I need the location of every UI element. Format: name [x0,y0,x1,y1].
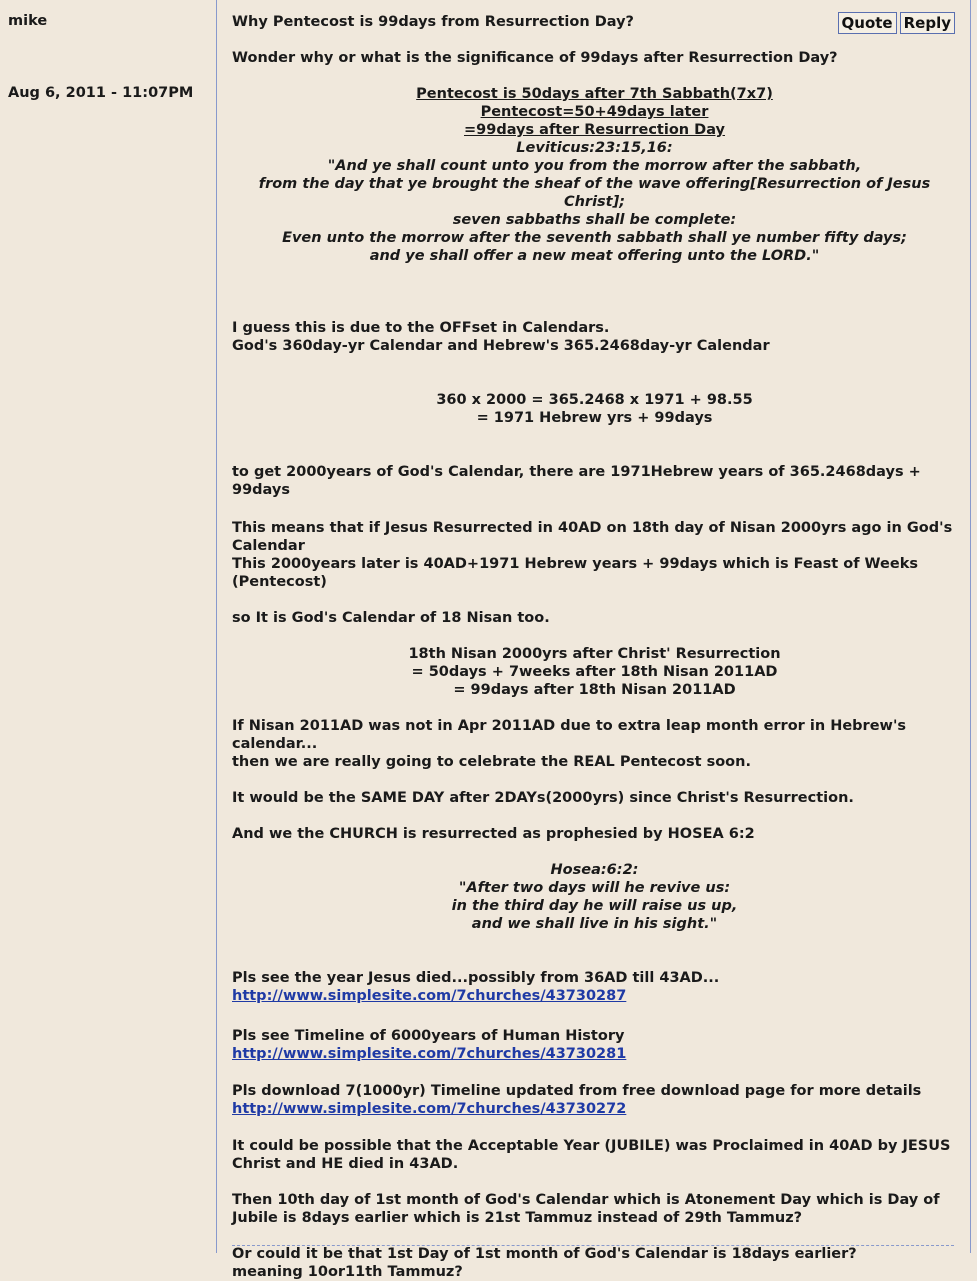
right-border [970,0,971,1253]
author-column [0,0,216,1253]
pentecost-line: =99days after Resurrection Day [464,122,725,138]
text-line: Or could it be that 1st Day of 1st month of God's Calendar is 18days earlier? [232,1246,857,1262]
pentecost-line: Pentecost=50+49days later [480,104,709,120]
post-intro: Wonder why or what is the significance of 99days after Resurrection Day? [232,50,838,66]
formula-line: 360 x 2000 = 365.2468 x 1971 + 98.55 [436,392,753,408]
scripture-line: and we shall live in his sight." [471,916,718,932]
text-line: meaning 10or11th Tammuz? [232,1264,463,1280]
post-date: Aug 6, 2011 - 11:07PM [8,85,194,101]
author-name: mike [8,13,48,29]
means-paragraph [232,519,957,591]
scripture-ref: Hosea:6:2: [550,862,639,878]
nisan-line: = 99days after 18th Nisan 2011AD [453,682,736,698]
church-paragraph: And we the CHURCH is resurrected as prophesied by HOSEA 6:2 [232,826,755,842]
nisan-line: = 50days + 7weeks after 18th Nisan 2011AD [411,664,778,680]
timeline-link-2[interactable]: http://www.simplesite.com/7churches/43730281 [232,1046,627,1062]
quote-button[interactable]: Quote [838,12,897,34]
same-day-paragraph: It would be the SAME DAY after 2DAYs(2000yrs) since Christ's Resurrection. [232,790,854,806]
scripture-ref: Leviticus:23:15,16: [516,140,673,156]
offset-paragraph [232,319,957,355]
text-line: This 2000years later is 40AD+1971 Hebrew years + 99days which is Feast of Weeks (Pentecost) [232,556,918,590]
post-body [232,13,957,1281]
timeline-link-3[interactable]: http://www.simplesite.com/7churches/43730272 [232,1101,627,1117]
link2-text: Pls see Timeline of 6000years of Human History [232,1028,625,1044]
text-line: I guess this is due to the OFFset in Calendars. [232,320,610,336]
text-line: then we are really going to celebrate the REAL Pentecost soon. [232,754,751,770]
nisan-block [232,645,957,699]
then-paragraph: Then 10th day of 1st month of God's Calendar which is Atonement Day which is Day of Jubile is 8days earlier which is 21st Tammuz instead of 29th Tammuz? [232,1192,940,1226]
scripture-line: in the third day he will raise us up, [451,898,738,914]
formula-line: = 1971 Hebrew yrs + 99days [476,410,713,426]
pentecost-line: Pentecost is 50days after 7th Sabbath(7x7) [416,86,773,102]
nisan-line: 18th Nisan 2000yrs after Christ' Resurrection [408,646,781,662]
reply-button[interactable]: Reply [900,12,955,34]
pentecost-block [232,85,957,265]
column-divider [216,0,217,1253]
scripture-line: seven sabbaths shall be complete: [452,212,737,228]
scripture-line: "And ye shall count unto you from the morrow after the sabbath, [327,158,862,174]
post-title: Why Pentecost is 99days from Resurrection Day? [232,14,634,30]
so-paragraph: so It is God's Calendar of 18 Nisan too. [232,610,550,626]
scripture-line: "After two days will he revive us: [458,880,731,896]
if-paragraph [232,717,957,771]
jubile-paragraph: It could be possible that the Acceptable Year (JUBILE) was Proclaimed in 40AD by JESUS Christ and HE died in 43AD. [232,1138,951,1172]
text-line: God's 360day-yr Calendar and Hebrew's 365.2468day-yr Calendar [232,338,770,354]
formula-block [232,391,957,427]
hosea-block [232,861,957,933]
link3-text: Pls download 7(1000yr) Timeline updated from free download page for more details [232,1083,922,1099]
text-line: This means that if Jesus Resurrected in 40AD on 18th day of Nisan 2000yrs ago in God's Calendar [232,520,953,554]
get-paragraph: to get 2000years of God's Calendar, there are 1971Hebrew years of 365.2468days + 99days [232,464,921,498]
text-line: If Nisan 2011AD was not in Apr 2011AD due to extra leap month error in Hebrew's calendar... [232,718,907,752]
scripture-line: from the day that ye brought the sheaf of the wave offering[Resurrection of Jesus Christ]; [258,176,931,210]
scripture-line: Even unto the morrow after the seventh sabbath shall ye number fifty days; [282,230,907,246]
link1-text: Pls see the year Jesus died...possibly from 36AD till 43AD... [232,970,720,986]
scripture-line: and ye shall offer a new meat offering unto the LORD." [369,248,820,264]
timeline-link-1[interactable]: http://www.simplesite.com/7churches/43730287 [232,988,627,1004]
post-separator [232,1245,954,1246]
or-paragraph [232,1245,957,1281]
